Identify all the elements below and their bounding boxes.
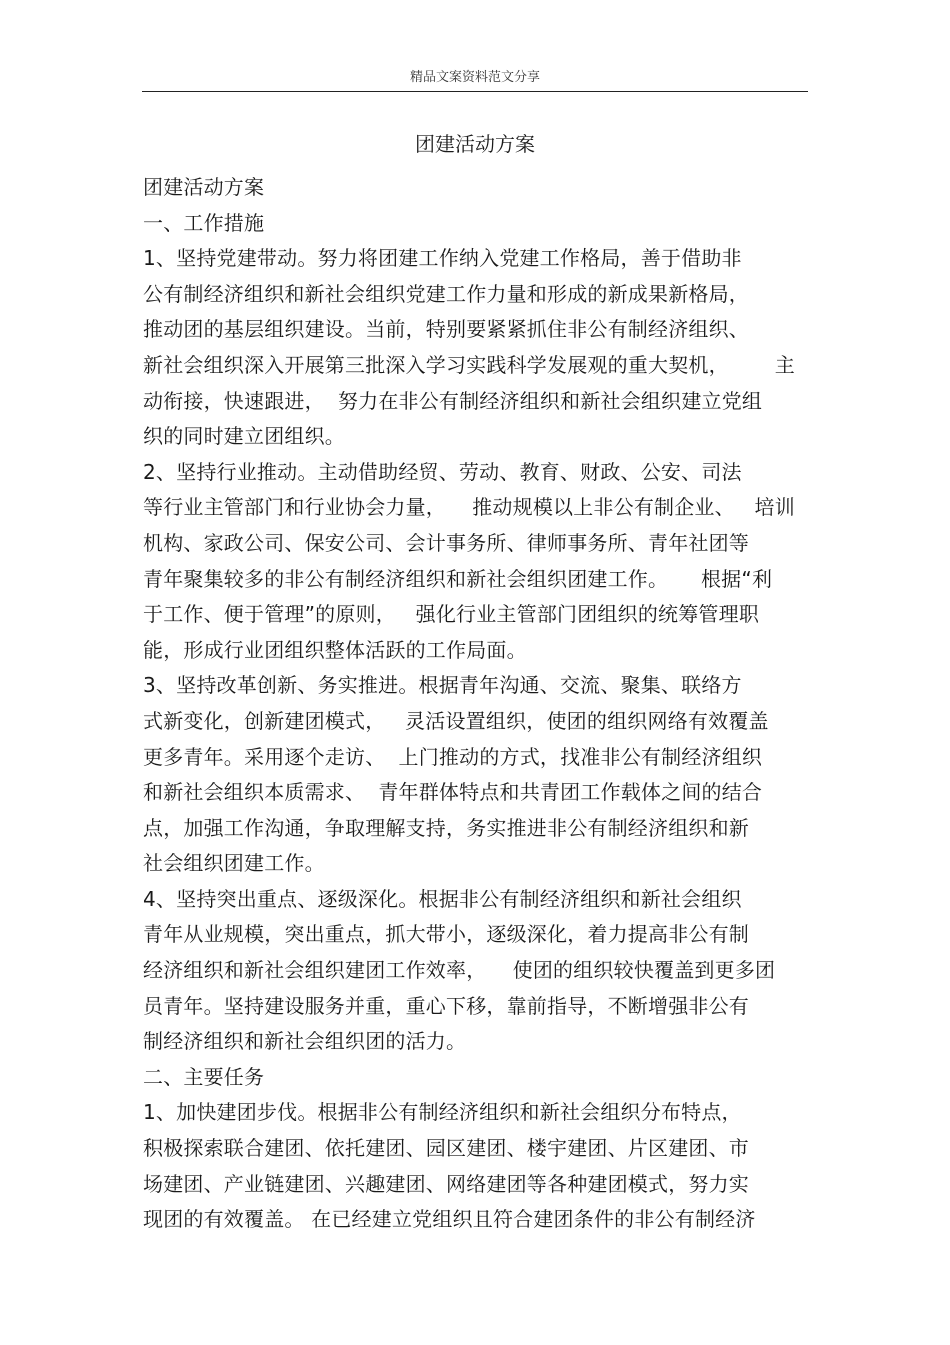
body-line: 公有制经济组织和新社会组织党建工作力量和形成的新成果新格局， [143, 281, 749, 306]
body-line: 2、坚持行业推动。主动借助经贸、劳动、教育、财政、公安、司法 [143, 459, 742, 484]
body-line: 于工作、便于管理”的原则， 强化行业主管部门团组织的统筹管理职 [143, 602, 760, 627]
body-line: 经济组织和新社会组织建团工作效率， 使团的组织较快覆盖到更多团 [143, 958, 776, 983]
page-header: 精品文案资料范文分享 [409, 70, 540, 85]
body-line: 积极探索联合建团、依托建团、园区建团、楼宇建团、片区建团、市 [143, 1136, 749, 1161]
body-line: 二、主要任务 [143, 1064, 265, 1089]
header-divider [142, 91, 808, 92]
body-line: 更多青年。采用逐个走访、 上门推动的方式，找准非公有制经济组织 [143, 744, 763, 769]
body-line: 式新变化，创新建团模式， 灵活设置组织，使团的组织网络有效覆盖 [143, 708, 769, 733]
body-line: 能，形成行业团组织整体活跃的工作局面。 [143, 637, 527, 662]
body-line: 新社会组织深入开展第三批深入学习实践科学发展观的重大契机， 主 [143, 352, 795, 377]
body-line: 青年从业规模，突出重点，抓大带小，逐级深化，着力提高非公有制 [143, 922, 749, 947]
body-line: 场建团、产业链建团、兴趣建团、网络建团等各种建团模式，努力实 [143, 1171, 749, 1196]
body-line: 4、坚持突出重点、逐级深化。根据非公有制经济组织和新社会组织 [143, 886, 742, 911]
body-line: 团建活动方案 [143, 175, 265, 199]
body-line: 织的同时建立团组织。 [143, 424, 345, 449]
document-title: 团建活动方案 [415, 132, 535, 156]
body-line: 社会组织团建工作。 [143, 851, 325, 876]
body-line: 等行业主管部门和行业协会力量， 推动规模以上非公有制企业、 培训 [143, 495, 795, 520]
body-line: 青年聚集较多的非公有制经济组织和新社会组织团建工作。 根据“利 [143, 566, 773, 591]
body-line: 推动团的基层组织建设。当前，特别要紧紧抓住非公有制经济组织、 [143, 317, 749, 342]
body-line: 1、坚持党建带动。努力将团建工作纳入党建工作格局，善于借助非 [143, 246, 742, 271]
body-line: 3、坚持改革创新、务实推进。根据青年沟通、交流、聚集、联络方 [143, 673, 742, 698]
body-line: 制经济组织和新社会组织团的活力。 [143, 1029, 467, 1054]
body-line: 和新社会组织本质需求、 青年群体特点和共青团工作载体之间的结合 [143, 780, 763, 805]
body-line: 现团的有效覆盖。 在已经建立党组织且符合建团条件的非公有制经济 [143, 1207, 756, 1232]
body-line: 点，加强工作沟通，争取理解支持，务实推进非公有制经济组织和新 [143, 815, 749, 840]
document-body [143, 170, 813, 1238]
body-line: 员青年。坚持建设服务并重，重心下移，靠前指导，不断增强非公有 [143, 993, 749, 1018]
body-line: 一、工作措施 [143, 210, 265, 235]
body-line: 1、加快建团步伐。根据非公有制经济组织和新社会组织分布特点， [143, 1100, 742, 1125]
body-line: 机构、家政公司、保安公司、会计事务所、律师事务所、青年社团等 [143, 530, 749, 555]
body-line: 动衔接，快速跟进， 努力在非公有制经济组织和新社会组织建立党组 [143, 388, 763, 413]
